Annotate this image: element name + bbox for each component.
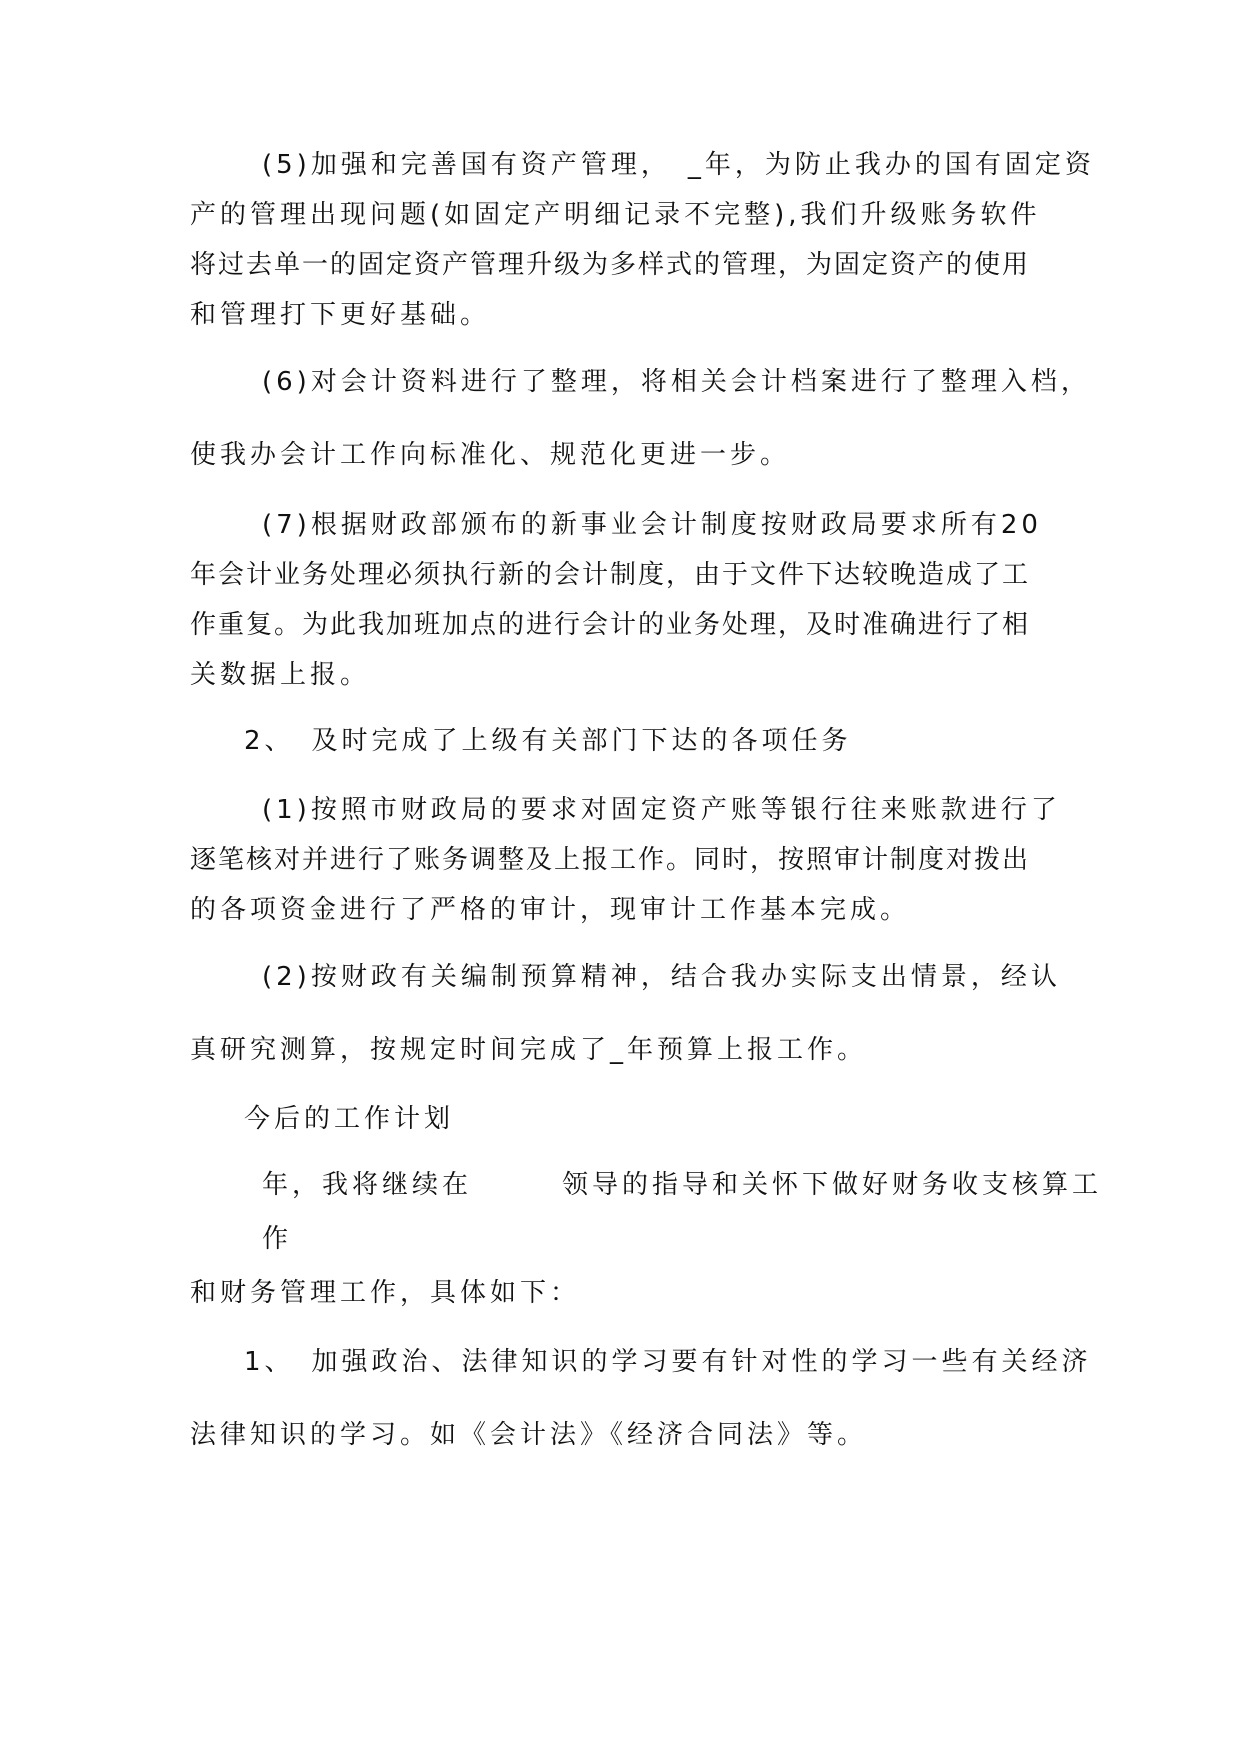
plan-intro-line-3: 和财务管理工作，具体如下： — [190, 1278, 581, 1308]
paragraph-5-line-1: (5)加强和完善国有资产管理， _年，为防止我办的国有固定资 — [262, 150, 1095, 180]
task-2-line-2: 真研究测算，按规定时间完成了_年预算上报工作。 — [190, 1035, 868, 1065]
plan-item-1-line-1: 1、 加强政治、法律知识的学习要有针对性的学习一些有关经济 — [244, 1347, 1092, 1377]
task-1-line-3: 的各项资金进行了严格的审计，现审计工作基本完成。 — [190, 895, 911, 925]
task-1-line-2: 逐笔核对并进行了账务调整及上报工作。同时，按照审计制度对拨出 — [190, 845, 1031, 875]
paragraph-7-line-1: (7)根据财政部颁布的新事业会计制度按财政局要求所有20 — [262, 510, 1042, 540]
future-plan-heading: 今后的工作计划 — [244, 1104, 455, 1134]
section-2-heading: 2、 及时完成了上级有关部门下达的各项任务 — [244, 726, 852, 756]
paragraph-7-line-4: 关数据上报。 — [190, 660, 371, 690]
paragraph-5-line-4: 和管理打下更好基础。 — [190, 300, 491, 330]
paragraph-6-line-2: 使我办会计工作向标准化、规范化更进一步。 — [190, 440, 791, 470]
paragraph-7-line-2: 年会计业务处理必须执行新的会计制度，由于文件下达较晚造成了工 — [190, 560, 1031, 590]
paragraph-5-line-3: 将过去单一的固定资产管理升级为多样式的管理，为固定资产的使用 — [190, 250, 1031, 280]
plan-item-1-line-2: 法律知识的学习。如《会计法》《经济合同法》等。 — [190, 1420, 868, 1450]
paragraph-6-line-1: (6)对会计资料进行了整理，将相关会计档案进行了整理入档， — [262, 367, 1091, 397]
task-1-line-1: (1)按照市财政局的要求对固定资产账等银行往来账款进行了 — [262, 795, 1061, 825]
plan-intro-line-1: 年，我将继续在 领导的指导和关怀下做好财务收支核算工 — [262, 1170, 1103, 1200]
task-2-line-1: (2)按财政有关编制预算精神，结合我办实际支出情景，经认 — [262, 962, 1061, 992]
paragraph-5-line-2: 产的管理出现问题(如固定产明细记录不完整),我们升级账务软件 — [190, 200, 1041, 230]
paragraph-7-line-3: 作重复。为此我加班加点的进行会计的业务处理，及时准确进行了相 — [190, 610, 1031, 640]
plan-intro-line-2: 作 — [262, 1224, 293, 1254]
